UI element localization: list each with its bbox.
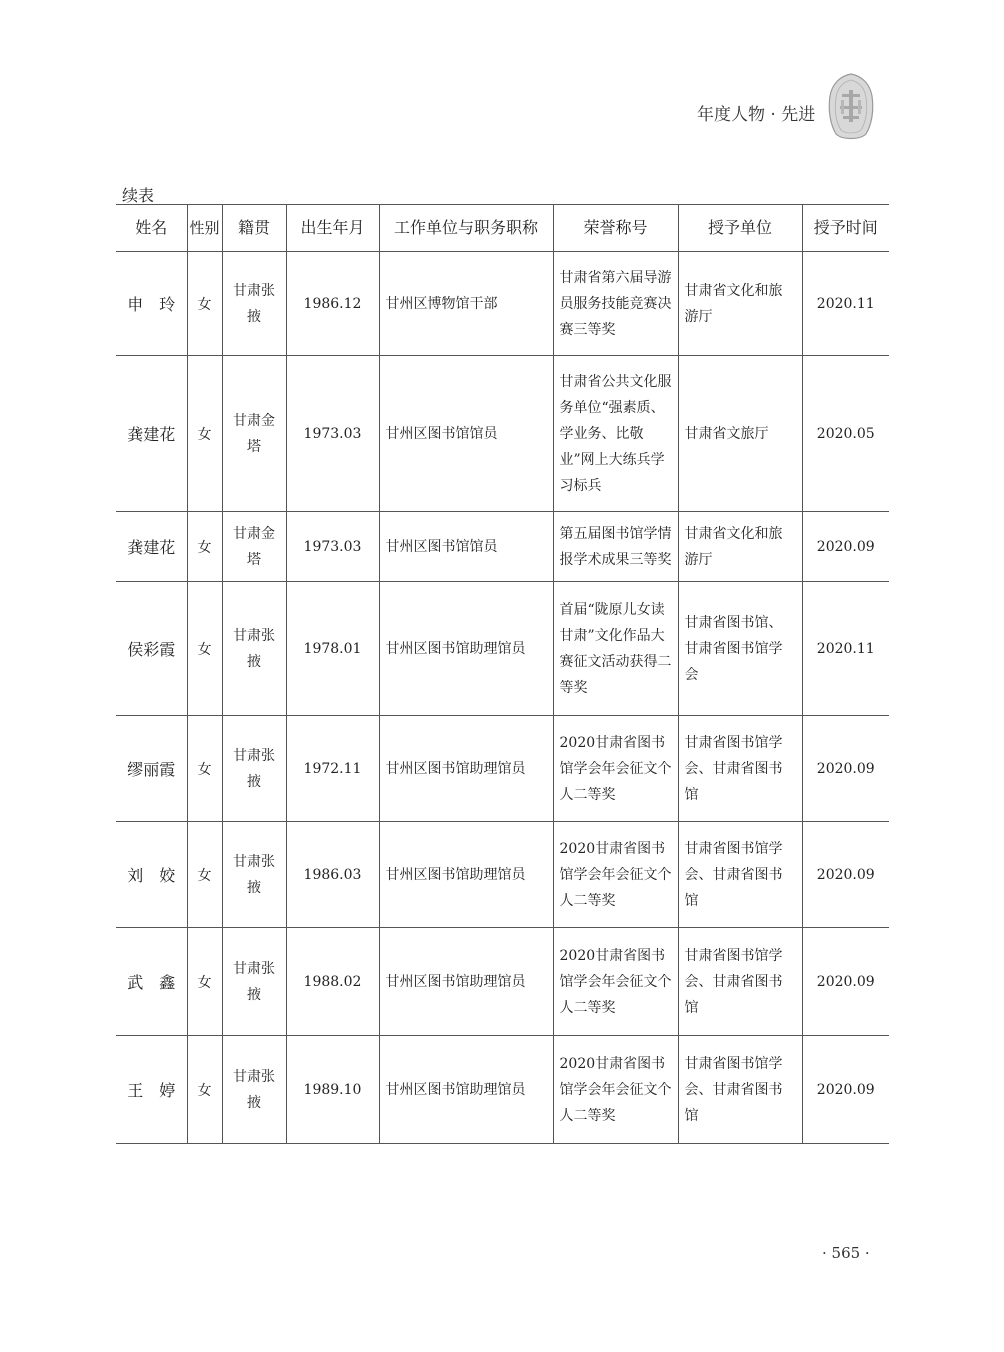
cell-gender: 女	[187, 252, 222, 356]
page-number: · 565 ·	[822, 1244, 870, 1262]
cell-birth: 1973.03	[286, 512, 379, 582]
cell-birth: 1986.03	[286, 822, 379, 928]
cell-gender: 女	[187, 1036, 222, 1144]
table-row	[116, 356, 889, 512]
cell-unit-title: 甘州区图书馆助理馆员	[379, 928, 553, 1036]
cell-honor: 首届“陇原儿女读甘肃”文化作品大赛征文活动获得二等奖	[553, 582, 678, 716]
cell-gender: 女	[187, 582, 222, 716]
cell-native-place: 甘肃金塔	[222, 512, 286, 582]
column-header-birth: 出生年月	[286, 205, 379, 252]
column-header-date: 授予时间	[802, 205, 889, 252]
cell-honor: 甘肃省第六届导游员服务技能竞赛决赛三等奖	[553, 252, 678, 356]
column-header-grantor: 授予单位	[678, 205, 802, 252]
cell-name: 龚建花	[116, 356, 187, 512]
cell-honor: 2020甘肃省图书馆学会年会征文个人二等奖	[553, 822, 678, 928]
cell-honor: 2020甘肃省图书馆学会年会征文个人二等奖	[553, 1036, 678, 1144]
section-title: 年度人物 · 先进	[697, 105, 816, 125]
cell-gender: 女	[187, 822, 222, 928]
seal-emblem-icon	[826, 72, 876, 142]
table-row	[116, 928, 889, 1036]
cell-birth: 1973.03	[286, 356, 379, 512]
table-header-row	[116, 205, 889, 252]
table-row	[116, 1036, 889, 1144]
cell-honor: 2020甘肃省图书馆学会年会征文个人二等奖	[553, 928, 678, 1036]
column-header-name: 姓名	[116, 205, 187, 252]
cell-gender: 女	[187, 356, 222, 512]
cell-date: 2020.09	[802, 822, 889, 928]
cell-grantor: 甘肃省图书馆学会、甘肃省图书馆	[678, 822, 802, 928]
cell-date: 2020.09	[802, 1036, 889, 1144]
cell-date: 2020.09	[802, 928, 889, 1036]
cell-date: 2020.05	[802, 356, 889, 512]
table-row	[116, 716, 889, 822]
table-row	[116, 252, 889, 356]
cell-native-place: 甘肃张掖	[222, 252, 286, 356]
cell-grantor: 甘肃省图书馆、甘肃省图书馆学会	[678, 582, 802, 716]
cell-unit-title: 甘州区图书馆助理馆员	[379, 716, 553, 822]
cell-gender: 女	[187, 716, 222, 822]
cell-birth: 1972.11	[286, 716, 379, 822]
cell-grantor: 甘肃省图书馆学会、甘肃省图书馆	[678, 928, 802, 1036]
cell-honor: 第五届图书馆学情报学术成果三等奖	[553, 512, 678, 582]
cell-grantor: 甘肃省图书馆学会、甘肃省图书馆	[678, 1036, 802, 1144]
cell-honor: 2020甘肃省图书馆学会年会征文个人二等奖	[553, 716, 678, 822]
cell-name: 龚建花	[116, 512, 187, 582]
cell-unit-title: 甘州区博物馆干部	[379, 252, 553, 356]
cell-unit-title: 甘州区图书馆助理馆员	[379, 1036, 553, 1144]
cell-name: 缪丽霞	[116, 716, 187, 822]
cell-birth: 1989.10	[286, 1036, 379, 1144]
cell-birth: 1978.01	[286, 582, 379, 716]
cell-native-place: 甘肃张掖	[222, 582, 286, 716]
table-row	[116, 512, 889, 582]
cell-unit-title: 甘州区图书馆馆员	[379, 512, 553, 582]
table-row	[116, 822, 889, 928]
cell-name: 刘 姣	[116, 822, 187, 928]
cell-date: 2020.11	[802, 252, 889, 356]
cell-native-place: 甘肃张掖	[222, 716, 286, 822]
cell-date: 2020.11	[802, 582, 889, 716]
cell-grantor: 甘肃省文化和旅游厅	[678, 252, 802, 356]
awards-table	[116, 204, 889, 1144]
cell-birth: 1988.02	[286, 928, 379, 1036]
cell-name: 申 玲	[116, 252, 187, 356]
cell-native-place: 甘肃张掖	[222, 928, 286, 1036]
cell-date: 2020.09	[802, 716, 889, 822]
cell-native-place: 甘肃张掖	[222, 1036, 286, 1144]
column-header-native-place: 籍贯	[222, 205, 286, 252]
table-row	[116, 582, 889, 716]
column-header-unit-title: 工作单位与职务职称	[379, 205, 553, 252]
cell-name: 侯彩霞	[116, 582, 187, 716]
cell-name: 武 鑫	[116, 928, 187, 1036]
cell-gender: 女	[187, 928, 222, 1036]
cell-date: 2020.09	[802, 512, 889, 582]
cell-unit-title: 甘州区图书馆馆员	[379, 356, 553, 512]
cell-birth: 1986.12	[286, 252, 379, 356]
cell-name: 王 婷	[116, 1036, 187, 1144]
cell-native-place: 甘肃张掖	[222, 822, 286, 928]
cell-native-place: 甘肃金塔	[222, 356, 286, 512]
cell-gender: 女	[187, 512, 222, 582]
column-header-honor: 荣誉称号	[553, 205, 678, 252]
cell-grantor: 甘肃省图书馆学会、甘肃省图书馆	[678, 716, 802, 822]
cell-grantor: 甘肃省文旅厅	[678, 356, 802, 512]
cell-honor: 甘肃省公共文化服务单位“强素质、学业务、比敬业”网上大练兵学习标兵	[553, 356, 678, 512]
column-header-gender: 性别	[187, 205, 222, 252]
cell-unit-title: 甘州区图书馆助理馆员	[379, 822, 553, 928]
cell-grantor: 甘肃省文化和旅游厅	[678, 512, 802, 582]
cell-unit-title: 甘州区图书馆助理馆员	[379, 582, 553, 716]
table-caption: 续表	[122, 186, 155, 205]
